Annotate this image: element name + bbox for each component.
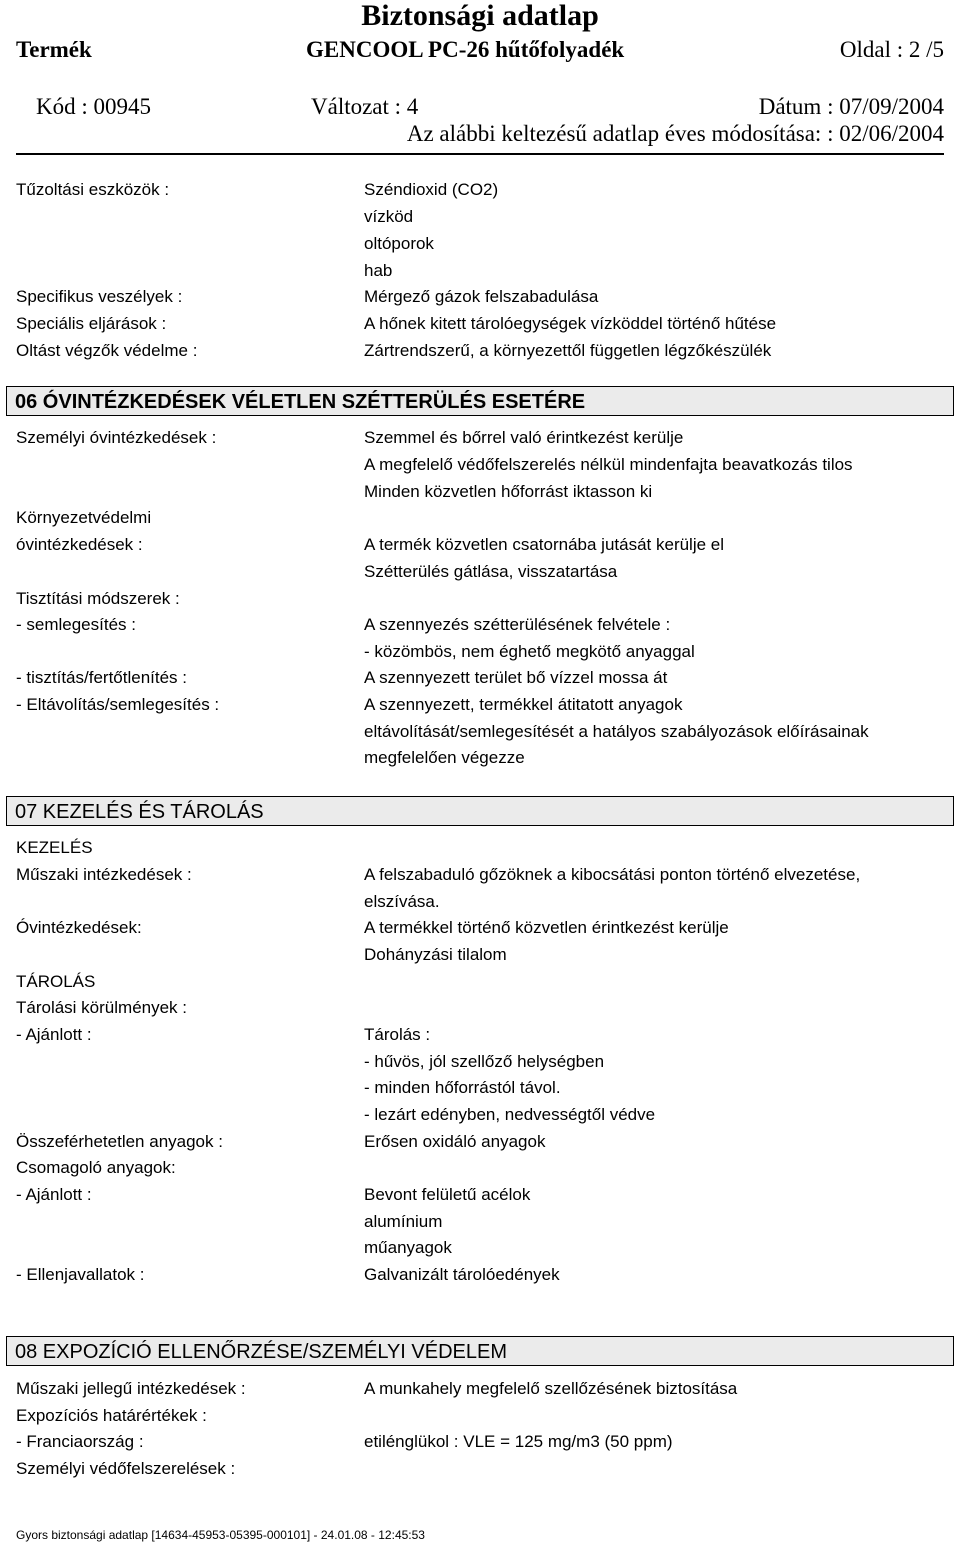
- field-row: [16, 1429, 946, 1456]
- field-label: Műszaki intézkedések :: [16, 865, 192, 884]
- field-label: Személyi védőfelszerelések :: [16, 1459, 236, 1478]
- field-value: Erősen oxidáló anyagok: [364, 1132, 546, 1151]
- field-label: Specifikus veszélyek :: [16, 287, 183, 306]
- field-label: Személyi óvintézkedések :: [16, 428, 217, 447]
- field-value: - közömbös, nem éghető megkötő anyaggal: [364, 642, 695, 661]
- issue-date: Dátum : 07/09/2004: [758, 94, 944, 119]
- field-label: Összeférhetetlen anyagok :: [16, 1132, 223, 1151]
- field-label: Speciális eljárások :: [16, 314, 167, 333]
- field-label: - Ajánlott :: [16, 1185, 92, 1204]
- field-row: [16, 639, 946, 666]
- field-row: [16, 284, 946, 311]
- field-label: Tűzoltási eszközök :: [16, 180, 170, 199]
- field-row: [16, 1102, 946, 1129]
- field-label: - semlegesítés :: [16, 615, 136, 634]
- field-value: Minden közvetlen hőforrást iktasson ki: [364, 482, 653, 501]
- field-row: [16, 1456, 946, 1483]
- field-label: Környezetvédelmi: [16, 508, 152, 527]
- field-row: [16, 204, 946, 231]
- product-code: Kód : 00945: [36, 94, 151, 119]
- document-title: Biztonsági adatlap: [361, 0, 599, 32]
- field-label: Óvintézkedések:: [16, 918, 142, 937]
- field-value: megfelelően végezze: [364, 748, 525, 767]
- field-label: Expozíciós határértékek :: [16, 1406, 207, 1425]
- field-row: [16, 338, 946, 365]
- field-row: [16, 1182, 946, 1209]
- field-row: [16, 311, 946, 338]
- field-row: [16, 258, 946, 285]
- product-name: GENCOOL PC-26 hűtőfolyadék: [306, 37, 625, 62]
- field-value: etilénglükol : VLE = 125 mg/m3 (50 ppm): [364, 1432, 673, 1451]
- field-value: A szennyezés szétterülésének felvétele :: [364, 615, 671, 634]
- version: Változat : 4: [311, 94, 419, 119]
- field-row: [16, 942, 946, 969]
- field-row: [16, 1075, 946, 1102]
- field-value: oltóporok: [364, 234, 434, 253]
- product-label: Termék: [16, 37, 92, 62]
- field-value: eltávolítását/semlegesítését a hatályos szabályozások előírásainak: [364, 722, 869, 741]
- field-label: Műszaki jellegű intézkedések :: [16, 1379, 246, 1398]
- field-value: A hőnek kitett tárolóegységek vízköddel történő hűtése: [364, 314, 777, 333]
- field-row: [16, 1022, 946, 1049]
- section-title: 08 EXPOZÍCIÓ ELLENŐRZÉSE/SZEMÉLYI VÉDELEM: [15, 1341, 508, 1363]
- field-row: [16, 1403, 946, 1430]
- field-value: - lezárt edényben, nedvességtől védve: [364, 1105, 656, 1124]
- field-row: [16, 745, 946, 772]
- section-07-header: [6, 796, 954, 826]
- field-row: [16, 862, 946, 889]
- field-label: Oltást végzők védelme :: [16, 341, 198, 360]
- field-value: - hűvös, jól szellőző helységben: [364, 1052, 605, 1071]
- field-row: [16, 425, 946, 452]
- field-row: [16, 835, 946, 862]
- field-value: elszívása.: [364, 892, 440, 911]
- field-row: [16, 479, 946, 506]
- section-08-header: [6, 1336, 954, 1366]
- field-value: A munkahely megfelelő szellőzésének biztosítása: [364, 1379, 738, 1398]
- page-footer: Gyors biztonsági adatlap [14634-45953-05395-000101] - 24.01.08 - 12:45:53: [16, 1528, 425, 1542]
- page-number: Oldal : 2 /5: [839, 37, 944, 62]
- field-label: - Ellenjavallatok :: [16, 1265, 145, 1284]
- field-row: [16, 532, 946, 559]
- field-row: [16, 665, 946, 692]
- field-row: [16, 1376, 946, 1403]
- subheading: TÁROLÁS: [16, 972, 96, 991]
- field-row: [16, 231, 946, 258]
- field-label: Csomagoló anyagok:: [16, 1158, 176, 1177]
- field-value: A termék közvetlen csatornába jutását kerülje el: [364, 535, 725, 554]
- field-label: Tárolási körülmények :: [16, 998, 188, 1017]
- field-label: óvintézkedések :: [16, 535, 143, 554]
- field-value: Mérgező gázok felszabadulása: [364, 287, 599, 306]
- revision-date: Az alábbi keltezésű adatlap éves módosítása: : 02/06/2004: [406, 121, 944, 146]
- field-row: [16, 692, 946, 719]
- field-row: [16, 915, 946, 942]
- field-label: - Franciaország :: [16, 1432, 144, 1451]
- field-value: Galvanizált tárolóedények: [364, 1265, 560, 1284]
- field-row: [16, 612, 946, 639]
- field-value: hab: [364, 261, 393, 280]
- field-value: Széndioxid (CO2): [364, 180, 499, 199]
- field-row: [16, 889, 946, 916]
- field-row: [16, 505, 946, 532]
- field-value: alumínium: [364, 1212, 443, 1231]
- header-divider: [16, 153, 944, 155]
- section-06-header: [6, 386, 954, 416]
- section-title: 06 ÓVINTÉZKEDÉSEK VÉLETLEN SZÉTTERÜLÉS ESETÉRE: [15, 391, 586, 413]
- section-title: 07 KEZELÉS ÉS TÁROLÁS: [15, 801, 264, 823]
- field-row: [16, 452, 946, 479]
- field-value: - minden hőforrástól távol.: [364, 1078, 561, 1097]
- subheading: KEZELÉS: [16, 838, 93, 857]
- field-row: [16, 969, 946, 996]
- field-value: Bevont felületű acélok: [364, 1185, 531, 1204]
- field-value: A szennyezett, termékkel átitatott anyagok: [364, 695, 683, 714]
- field-row: [16, 586, 946, 613]
- field-value: Szemmel és bőrrel való érintkezést kerülje: [364, 428, 684, 447]
- field-label: - tisztítás/fertőtlenítés :: [16, 668, 188, 687]
- field-row: [16, 1209, 946, 1236]
- field-value: A megfelelő védőfelszerelés nélkül mindenfajta beavatkozás tilos: [364, 455, 853, 474]
- field-value: A szennyezett terület bő vízzel mossa át: [364, 668, 668, 687]
- field-row: [16, 559, 946, 586]
- field-row: [16, 1262, 946, 1289]
- field-row: [16, 1129, 946, 1156]
- field-row: [16, 1155, 946, 1182]
- field-label: - Ajánlott :: [16, 1025, 92, 1044]
- field-value: A termékkel történő közvetlen érintkezést kerülje: [364, 918, 729, 937]
- field-row: [16, 1049, 946, 1076]
- field-row: [16, 995, 946, 1022]
- field-label: - Eltávolítás/semlegesítés :: [16, 695, 220, 714]
- field-value: Tárolás :: [364, 1025, 431, 1044]
- field-value: Szétterülés gátlása, visszatartása: [364, 562, 618, 581]
- field-row: [16, 177, 946, 204]
- field-row: [16, 1235, 946, 1262]
- field-value: Zártrendszerű, a környezettől független légzőkészülék: [364, 341, 772, 360]
- field-value: műanyagok: [364, 1238, 452, 1257]
- field-value: Dohányzási tilalom: [364, 945, 507, 964]
- field-value: A felszabaduló gőzöknek a kibocsátási ponton történő elvezetése,: [364, 865, 861, 884]
- field-row: [16, 719, 946, 746]
- field-value: vízköd: [364, 207, 414, 226]
- field-label: Tisztítási módszerek :: [16, 589, 180, 608]
